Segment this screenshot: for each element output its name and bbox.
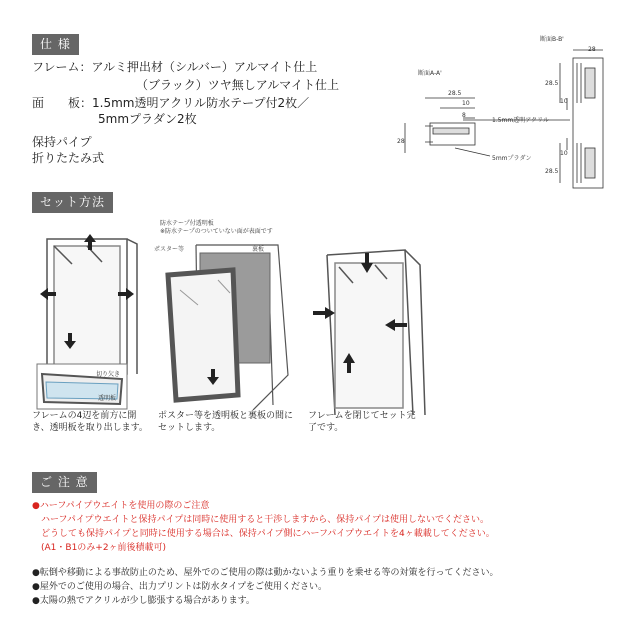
dim-bb-10-bottom: 10 <box>560 150 568 157</box>
extra-2: 折りたたみ式 <box>32 151 105 165</box>
caption-step-1: フレームの4辺を前方に開き、透明板を取り出します。 <box>32 411 148 433</box>
caution-red-2: ハーフパイプウエイトと保持パイプは同時に使用すると干渉しますから、保持パイプは使用しないでください。 <box>32 515 490 525</box>
section-bb-label: 断面B-B' <box>540 36 564 43</box>
setup-header: セット方法 <box>32 192 113 213</box>
dim-aa-8: 8 <box>462 112 466 119</box>
waterproof-note-label: ※防水テープのついていない面が表面です <box>160 228 273 235</box>
spec-frame-row <box>32 59 317 75</box>
spec-panel-row <box>32 95 309 111</box>
panel-label: 面 板： <box>32 96 93 110</box>
caution-note-2: ●屋外でのご使用の場合、出力プリントは防水タイプをご使用ください。 <box>32 582 328 592</box>
notch-label: 切り欠き <box>96 371 121 378</box>
setup-figure-2 <box>158 225 293 415</box>
poster-label: ポスター等 <box>154 246 185 253</box>
acrylic-label: 1.5mm透明アクリル <box>492 117 550 124</box>
caution-header: ご 注 意 <box>32 472 97 493</box>
cross-section-diagram <box>395 28 635 198</box>
panel-value-2: 5mmプラダン2枚 <box>98 112 197 126</box>
caution-red-4: (A1・B1のみ+2ヶ前後積載可) <box>32 543 167 553</box>
frame-value-2: （ブラック）ツヤ無しアルマイト仕上 <box>136 78 340 92</box>
frame-value-1: アルミ押出材（シルバー）アルマイト仕上 <box>91 60 318 74</box>
dim-bb-10-top: 10 <box>560 98 568 105</box>
dim-aa-28: 28 <box>397 138 405 145</box>
pladan-label: 5mmプラダン <box>492 155 532 162</box>
setup-figure-1 <box>32 224 142 414</box>
dim-aa-10: 10 <box>462 100 470 107</box>
caution-red-3: どうしても保持パイプと同時に使用する場合は、保持パイプ側にハーフパイプウエイトを4ヶ載載してください。 <box>32 529 495 539</box>
section-aa-label: 断面A-A' <box>418 70 442 77</box>
caption-step-3: フレームを閉じてセット完了です。 <box>308 411 416 433</box>
caption-step-2: ポスター等を透明板と裏板の間にセットします。 <box>158 411 294 433</box>
extra-1: 保持パイプ <box>32 135 92 149</box>
caution-note-3: ●太陽の熱でアクリルが少し膨張する場合があります。 <box>32 596 255 606</box>
backboard-label: 裏板 <box>252 246 265 253</box>
setup-figure-3 <box>305 225 435 415</box>
spec-header: 仕 様 <box>32 34 79 55</box>
dim-bb-285-top: 28.5 <box>545 80 559 87</box>
dim-aa-285: 28.5 <box>448 90 462 97</box>
waterproof-board-label: 防水テープ付透明板 <box>160 220 214 227</box>
caution-note-1: ●転倒や移動による事故防止のため、屋外でのご使用の際は動かないよう重りを乗せる等の対策を行ってください。 <box>32 568 499 578</box>
dim-bb-28: 28 <box>588 46 596 53</box>
dim-bb-285-bottom: 28.5 <box>545 168 559 175</box>
frame-label: フレーム： <box>32 60 92 74</box>
board-label: 透明板 <box>98 395 117 402</box>
caution-red-1: ●ハーフパイプウエイトを使用の際のご注意 <box>32 501 210 511</box>
panel-value-1: 1.5mm透明アクリル防水テープ付2枚／ <box>92 96 310 110</box>
